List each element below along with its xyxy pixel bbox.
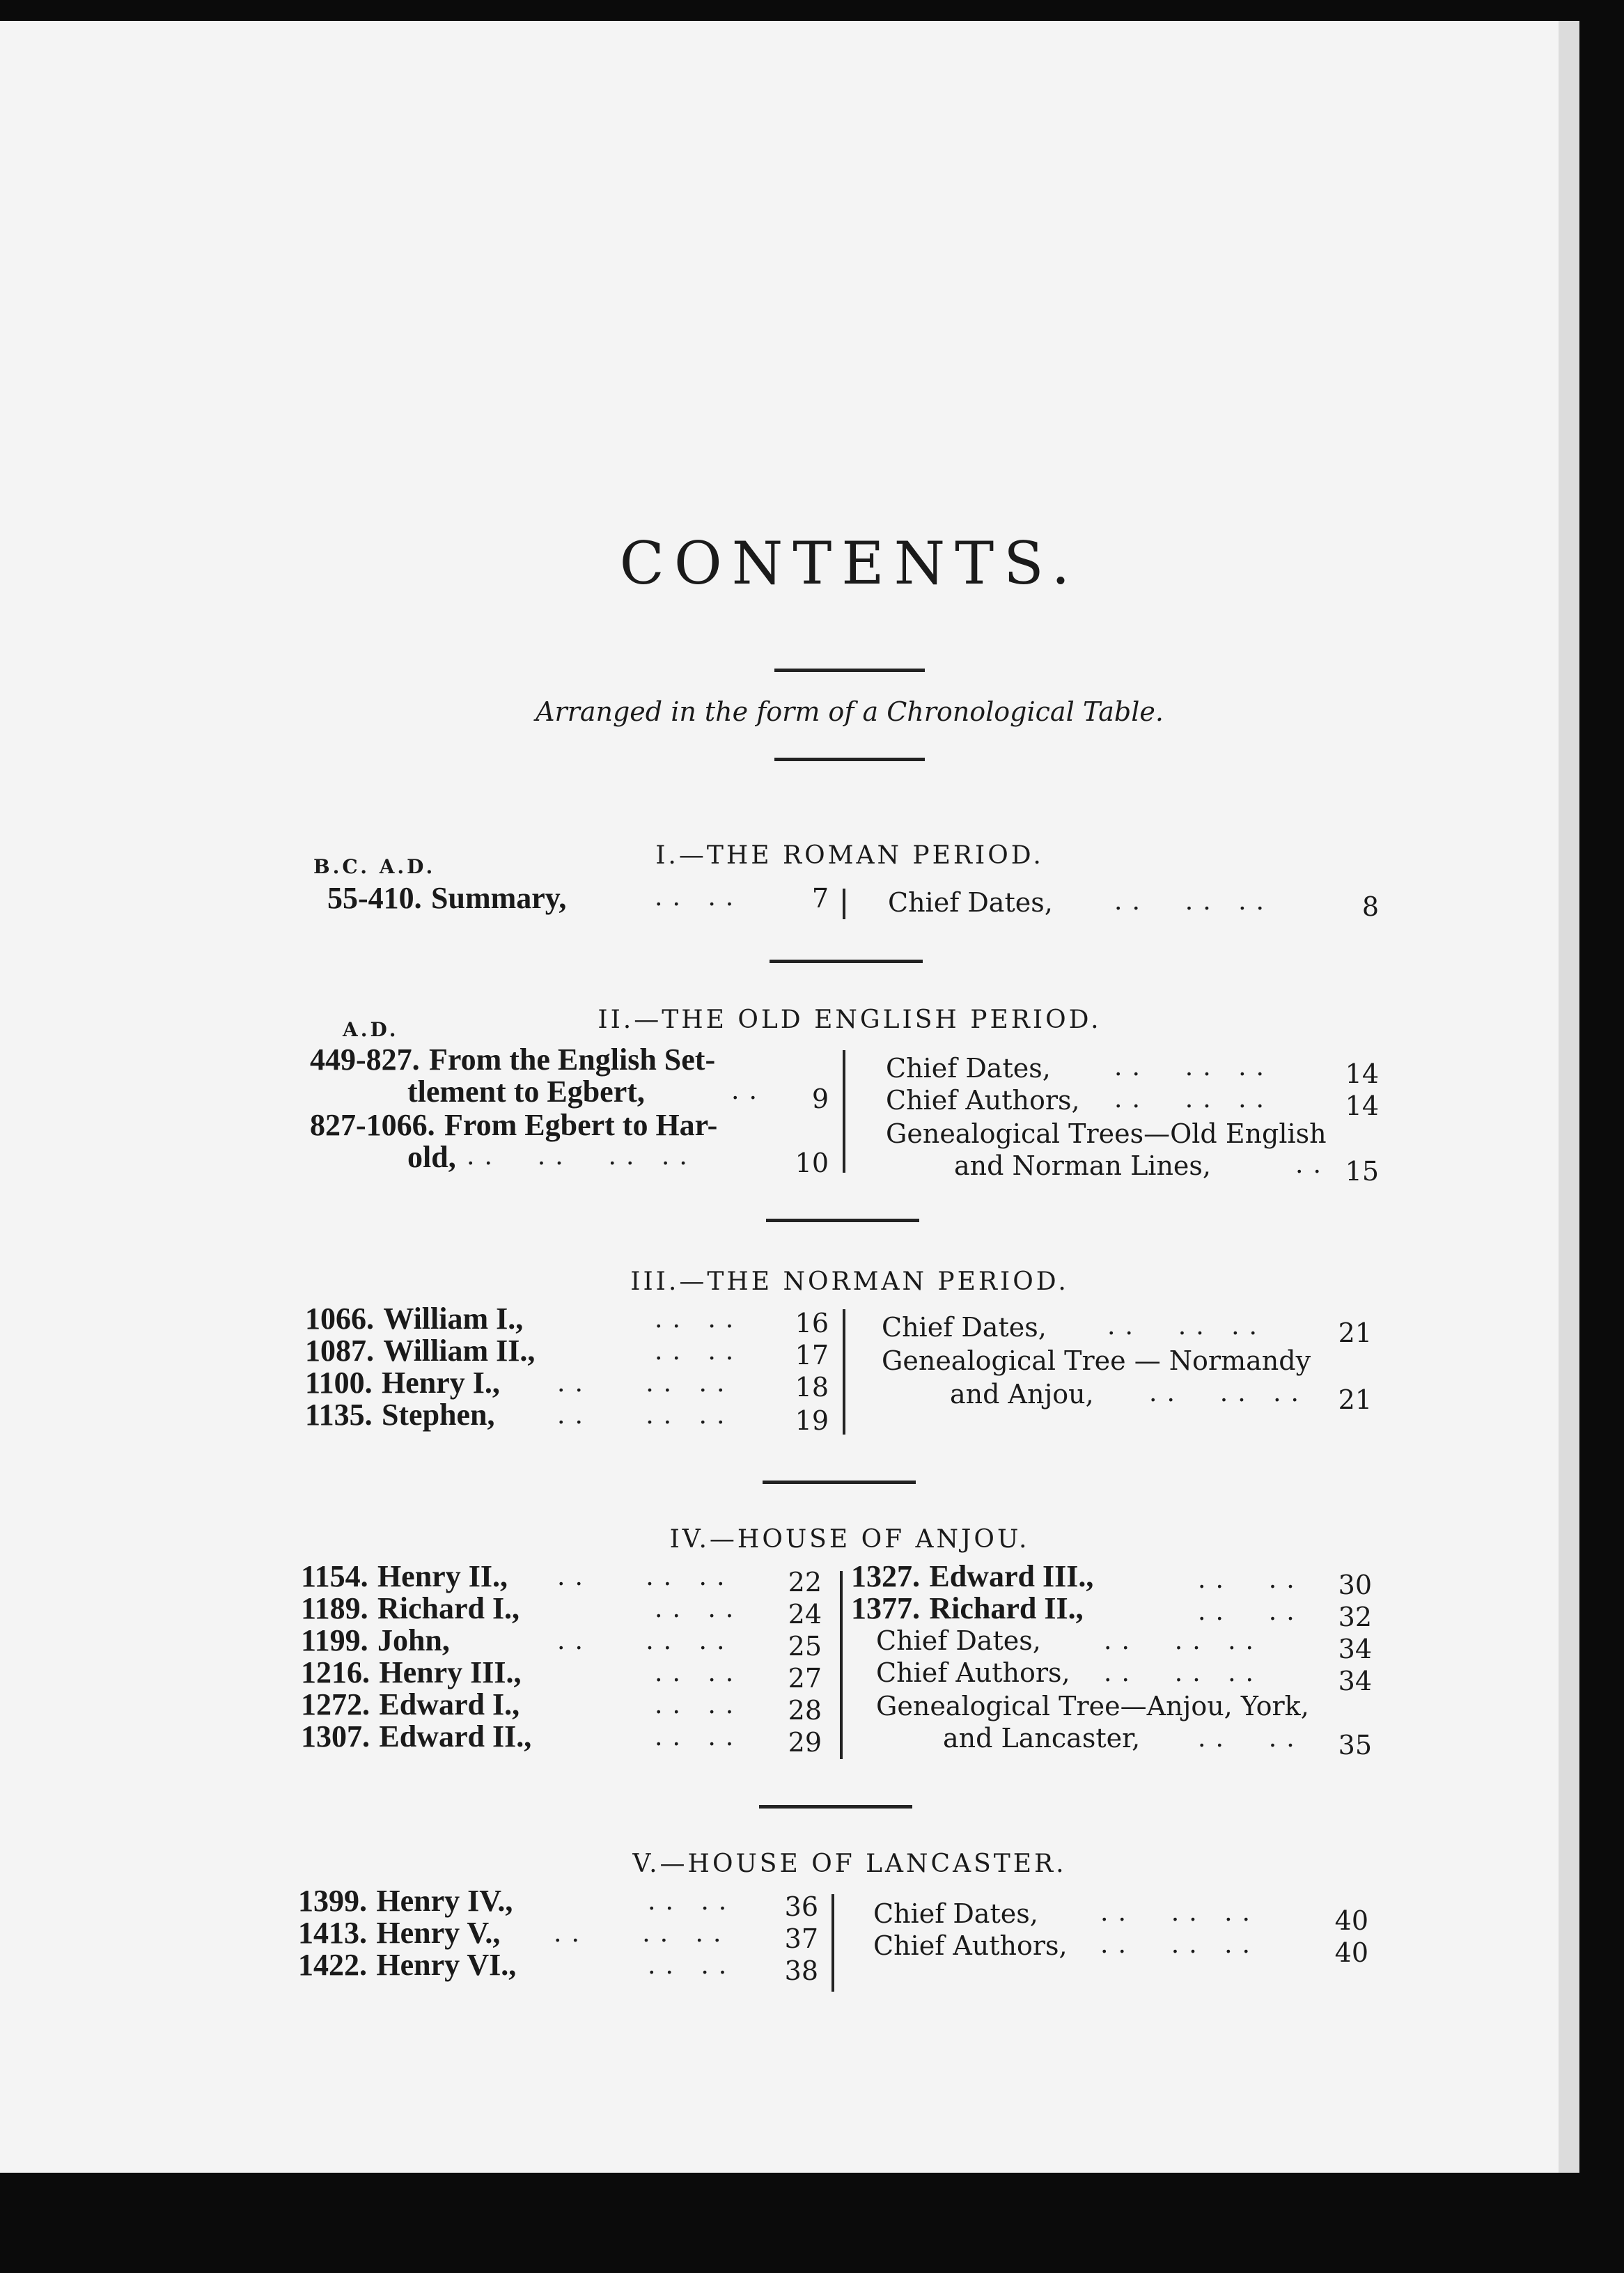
toc-entry: 1135. Stephen, <box>305 1398 495 1432</box>
page-number: 38 <box>784 1955 818 1986</box>
section-heading: III.—THE NORMAN PERIOD. <box>630 1267 1069 1296</box>
page-number: 10 <box>795 1148 829 1178</box>
page-number: 35 <box>1338 1730 1372 1760</box>
toc-entry: Chief Dates, <box>876 1625 1041 1656</box>
toc-entry: 1327. Edward III., <box>851 1559 1094 1593</box>
page-number: 16 <box>795 1308 829 1338</box>
leader-dots: .. .. <box>655 1659 744 1687</box>
leader-dots: .. .. .. <box>1100 1930 1260 1959</box>
page-number: 32 <box>1338 1602 1372 1632</box>
page-number: 27 <box>788 1663 822 1694</box>
page-number: 22 <box>788 1567 822 1598</box>
leader-dots: .. .. .. <box>554 1919 731 1948</box>
toc-entry: 1189. Richard I., <box>301 1591 520 1625</box>
subtitle-rule <box>774 758 925 761</box>
page-number: 34 <box>1338 1666 1372 1696</box>
page-number: 37 <box>784 1923 818 1954</box>
page-number: 15 <box>1345 1156 1379 1187</box>
page-number: 21 <box>1338 1318 1372 1348</box>
section-heading: V.—HOUSE OF LANCASTER. <box>632 1850 1067 1878</box>
toc-entry: and Norman Lines, <box>954 1150 1211 1181</box>
era-label: A.D. <box>343 1018 399 1041</box>
page-number: 30 <box>1338 1570 1372 1600</box>
title-rule <box>774 669 925 672</box>
leader-dots: .. .. .. <box>557 1369 735 1398</box>
section-heading: II.—THE OLD ENGLISH PERIOD. <box>598 1006 1102 1034</box>
leader-dots: .. .. .. <box>1114 1053 1274 1081</box>
leader-dots: .. .. <box>655 1337 744 1366</box>
section-rule <box>770 960 923 963</box>
toc-entry: tlement to Egbert, <box>407 1075 645 1109</box>
page-number: 28 <box>788 1695 822 1726</box>
page-title: CONTENTS. <box>619 529 1080 597</box>
leader-dots: .. .. .. <box>557 1627 735 1655</box>
leader-dots: .. .. .. <box>1114 887 1274 916</box>
leader-dots: .. <box>1295 1150 1331 1179</box>
toc-entry: 1272. Edward I., <box>301 1687 520 1721</box>
leader-dots: .. .. <box>655 1305 744 1334</box>
leader-dots: .. .. <box>655 1723 744 1751</box>
toc-entry: 1307. Edward II., <box>301 1719 532 1753</box>
toc-entry: old, <box>407 1140 456 1174</box>
toc-entry: Chief Dates, <box>873 1898 1038 1929</box>
page-number: 7 <box>811 883 829 914</box>
leader-dots: .. .. <box>655 883 744 912</box>
toc-entry: 1422. Henry VI., <box>298 1948 517 1982</box>
toc-entry: Genealogical Tree—Anjou, York, <box>876 1691 1309 1721</box>
section-heading: I.—THE ROMAN PERIOD. <box>655 841 1044 870</box>
leader-dots: .. .. .. <box>1104 1659 1263 1687</box>
column-divider <box>831 1894 834 1992</box>
toc-entry: Genealogical Tree — Normandy <box>882 1345 1311 1376</box>
page-number: 40 <box>1334 1937 1368 1968</box>
page-number: 21 <box>1338 1384 1372 1415</box>
toc-entry: Chief Dates, <box>886 1053 1051 1084</box>
section-rule <box>763 1481 916 1484</box>
leader-dots: .. .. <box>655 1691 744 1719</box>
leader-dots: .. .. .. <box>557 1401 735 1430</box>
column-divider <box>843 1309 845 1435</box>
leader-dots: .. .. <box>1198 1724 1304 1753</box>
toc-entry: Chief Dates, <box>888 887 1053 918</box>
toc-entry: 1154. Henry II., <box>301 1559 508 1593</box>
page-number: 8 <box>1361 891 1379 922</box>
page-number: 24 <box>788 1599 822 1630</box>
leader-dots: .. .. <box>648 1887 737 1916</box>
leader-dots: .. .. .. <box>1104 1627 1263 1655</box>
toc-entry: 827-1066. From Egbert to Har- <box>310 1108 718 1142</box>
page-number: 14 <box>1345 1059 1379 1089</box>
section-heading: IV.—HOUSE OF ANJOU. <box>669 1525 1030 1554</box>
toc-entry: Chief Dates, <box>882 1312 1047 1343</box>
toc-entry: Chief Authors, <box>876 1657 1070 1688</box>
page-number: 18 <box>795 1372 829 1403</box>
page-number: 29 <box>788 1727 822 1758</box>
page-number: 25 <box>788 1631 822 1662</box>
page-number: 14 <box>1345 1091 1379 1121</box>
leader-dots: .. .. .. <box>1107 1312 1267 1341</box>
toc-entry: 55-410. Summary, <box>327 881 567 915</box>
toc-entry: 1066. William I., <box>305 1302 524 1336</box>
toc-entry: 1100. Henry I., <box>305 1366 500 1400</box>
page-number: 36 <box>784 1891 818 1922</box>
column-divider <box>843 1050 845 1173</box>
leader-dots: .. .. <box>655 1595 744 1623</box>
leader-dots: .. <box>731 1077 767 1105</box>
toc-entry: 1087. William II., <box>305 1334 536 1368</box>
toc-entry: 449-827. From the English Set- <box>310 1042 716 1077</box>
page-subtitle: Arranged in the form of a Chronological Table. <box>536 696 1164 727</box>
page-number: 34 <box>1338 1634 1372 1664</box>
page-number: 9 <box>811 1084 829 1114</box>
leader-dots: .. .. <box>1198 1598 1304 1626</box>
toc-entry: Chief Authors, <box>886 1085 1080 1116</box>
toc-entry: 1377. Richard II., <box>851 1591 1084 1625</box>
column-divider <box>843 889 845 919</box>
leader-dots: .. .. .. .. <box>467 1142 697 1171</box>
toc-entry: 1216. Henry III., <box>301 1655 522 1689</box>
section-rule <box>759 1805 912 1809</box>
leader-dots: .. .. <box>648 1951 737 1980</box>
toc-entry: and Lancaster, <box>943 1723 1141 1753</box>
section-rule <box>766 1219 919 1222</box>
leader-dots: .. .. .. <box>1149 1379 1309 1407</box>
page-number: 40 <box>1334 1905 1368 1936</box>
column-divider <box>840 1571 843 1759</box>
toc-entry: 1399. Henry IV., <box>298 1884 513 1918</box>
toc-entry: and Anjou, <box>950 1379 1094 1409</box>
leader-dots: .. .. <box>1198 1565 1304 1594</box>
toc-entry: Genealogical Trees—Old English <box>886 1118 1327 1149</box>
toc-entry: Chief Authors, <box>873 1930 1068 1961</box>
leader-dots: .. .. .. <box>557 1563 735 1591</box>
page-number: 19 <box>795 1405 829 1436</box>
era-label: B.C. A.D. <box>313 855 436 878</box>
page-number: 17 <box>795 1340 829 1370</box>
leader-dots: .. .. .. <box>1100 1898 1260 1927</box>
toc-entry: 1413. Henry V., <box>298 1916 501 1950</box>
leader-dots: .. .. .. <box>1114 1085 1274 1114</box>
toc-entry: 1199. John, <box>301 1623 450 1657</box>
